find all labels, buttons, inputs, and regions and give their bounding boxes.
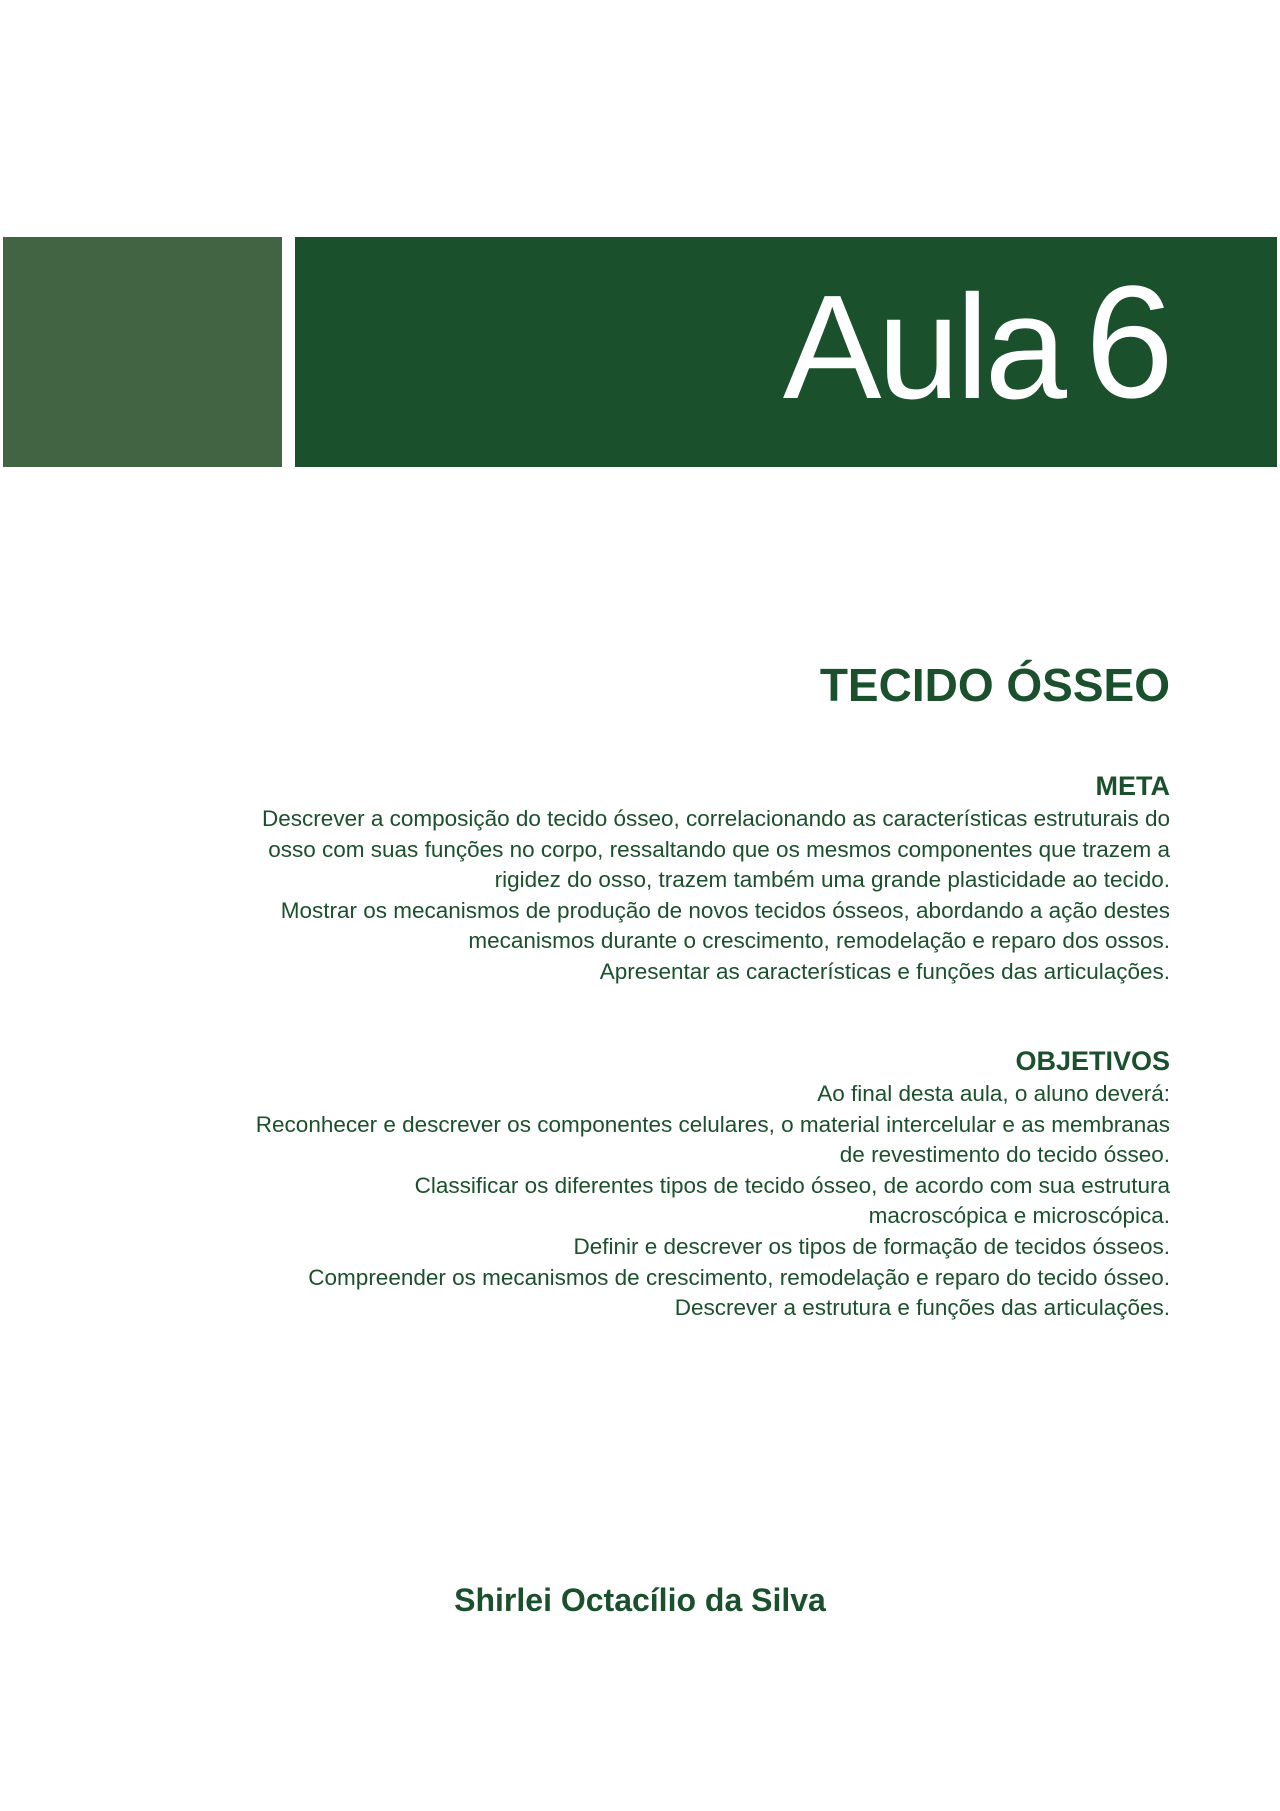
lesson-label: Aula [782,265,1064,430]
meta-line: Mostrar os mecanismos de produção de novos tecidos ósseos, abordando a ação destes [280,897,1170,923]
objetivos-section [170,1045,1170,1324]
lesson-number-title [782,252,1170,431]
meta-line: Apresentar as características e funções das articulações. [599,958,1170,984]
objetivos-line: Classificar os diferentes tipos de tecido ósseo, de acordo com sua estrutura [414,1172,1170,1198]
meta-line: Descrever a composição do tecido ósseo, correlacionando as características estruturais do [262,806,1170,831]
author-name: Shirlei Octacílio da Silva [454,1582,826,1618]
meta-line: mecanismos durante o crescimento, remodelação e reparo dos ossos. [468,928,1170,954]
objetivos-heading: OBJETIVOS [1015,1046,1170,1076]
header-accent-block [3,237,282,467]
objetivos-line: macroscópica e microscópica. [868,1203,1170,1229]
meta-heading: META [1095,771,1170,801]
lesson-number: 6 [1085,252,1170,431]
page-title: TECIDO ÓSSEO [819,659,1170,711]
objetivos-line: Ao final desta aula, o aluno deverá: [817,1081,1170,1106]
objetivos-line: Definir e descrever os tipos de formação de tecidos ósseos. [573,1233,1170,1259]
objetivos-line: Compreender os mecanismos de crescimento, remodelação e reparo do tecido ósseo. [308,1264,1170,1290]
objetivos-line: Descrever a estrutura e funções das articulações. [674,1295,1170,1321]
meta-line: osso com suas funções no corpo, ressaltando que os mesmos componentes que trazem a [268,836,1170,862]
meta-section [170,770,1170,988]
objetivos-line: de revestimento do tecido ósseo. [839,1142,1170,1168]
objetivos-line: Reconhecer e descrever os componentes celulares, o material intercelular e as membranas [255,1111,1170,1137]
meta-line: rigidez do osso, trazem também uma grande plasticidade ao tecido. [494,867,1170,893]
